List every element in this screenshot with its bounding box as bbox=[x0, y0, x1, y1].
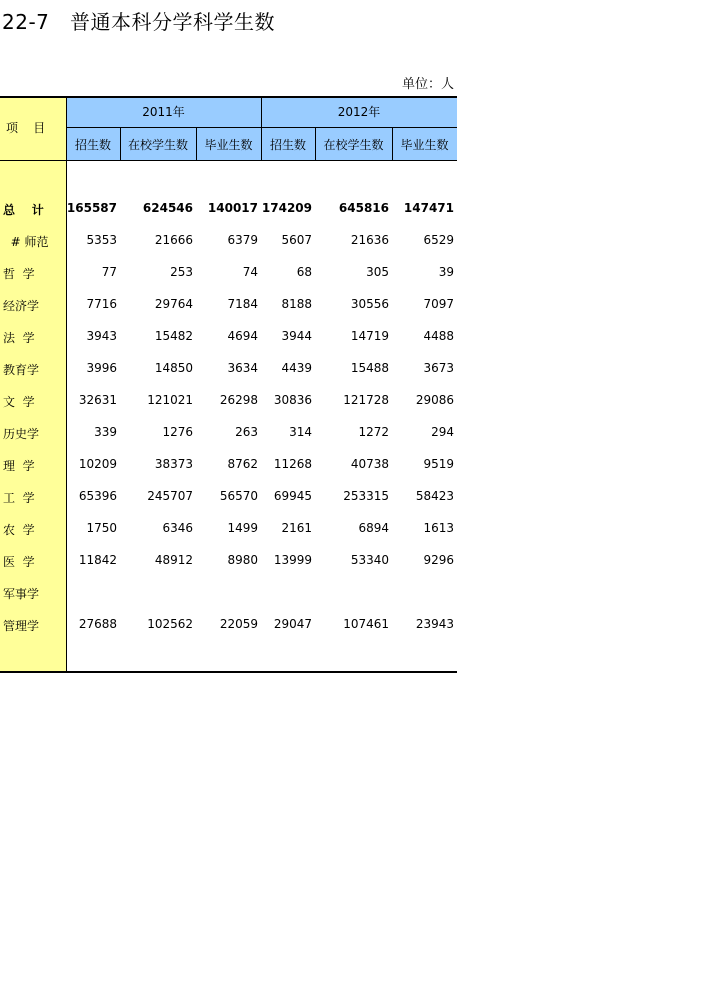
table-cell: 56570 bbox=[219, 489, 258, 503]
table-cell: 147471 bbox=[403, 201, 454, 215]
table-row bbox=[0, 617, 457, 633]
table-cell: 29047 bbox=[273, 617, 312, 631]
table-cell: 1272 bbox=[358, 425, 389, 439]
table-cell: 29764 bbox=[154, 297, 193, 311]
table-cell: 5353 bbox=[86, 233, 117, 247]
table-cell: 8980 bbox=[227, 553, 258, 567]
table-cell: 29086 bbox=[415, 393, 454, 407]
table-row bbox=[0, 457, 457, 473]
table-cell: 22059 bbox=[219, 617, 258, 631]
table-cell: 4488 bbox=[423, 329, 454, 343]
table-cell: 68 bbox=[296, 265, 312, 279]
table-cell: 21636 bbox=[350, 233, 389, 247]
table-cell: 13999 bbox=[273, 553, 312, 567]
row-label: 哲 学 bbox=[3, 267, 35, 281]
table-row bbox=[0, 329, 457, 345]
year-header-2011: 2011年 bbox=[142, 105, 185, 119]
year-header-2012: 2012年 bbox=[337, 105, 381, 119]
data-table bbox=[0, 96, 457, 673]
col-header: 招生数 bbox=[74, 138, 111, 152]
table-cell: 121021 bbox=[147, 393, 193, 407]
table-cell: 27688 bbox=[78, 617, 117, 631]
table-cell: 121728 bbox=[343, 393, 389, 407]
table-row bbox=[0, 361, 457, 377]
table-cell: 9519 bbox=[423, 457, 454, 471]
table-cell: 645816 bbox=[338, 201, 389, 215]
table-cell: 58423 bbox=[415, 489, 454, 503]
table-cell: 6346 bbox=[162, 521, 193, 535]
table-cell: 245707 bbox=[147, 489, 193, 503]
table-cell: 9296 bbox=[423, 553, 454, 567]
table-cell: 2161 bbox=[281, 521, 312, 535]
row-label: 教育学 bbox=[3, 363, 40, 377]
row-label: 理 学 bbox=[3, 459, 35, 473]
table-cell: 165587 bbox=[66, 201, 117, 215]
table-cell: 1499 bbox=[227, 521, 258, 535]
row-label: 文 学 bbox=[3, 395, 35, 409]
table-cell: 5607 bbox=[281, 233, 312, 247]
col-header: 在校学生数 bbox=[127, 138, 188, 152]
table-cell: 107461 bbox=[343, 617, 389, 631]
unit-label: 单位：人 bbox=[402, 77, 455, 92]
table-cell: 77 bbox=[101, 265, 117, 279]
row-label: 农 学 bbox=[3, 523, 35, 537]
row-label: 医 学 bbox=[3, 555, 35, 569]
row-label: 历史学 bbox=[3, 427, 40, 441]
table-cell: 6894 bbox=[358, 521, 389, 535]
table-cell: 15488 bbox=[350, 361, 389, 375]
stub-header: 项 目 bbox=[6, 121, 46, 135]
table-row bbox=[0, 585, 457, 601]
table-cell: 305 bbox=[366, 265, 389, 279]
table-cell: 32631 bbox=[78, 393, 117, 407]
table-cell: 314 bbox=[289, 425, 312, 439]
col-header: 毕业生数 bbox=[400, 138, 449, 152]
table-cell: 1613 bbox=[423, 521, 454, 535]
table-cell: 6379 bbox=[227, 233, 258, 247]
table-bottom-rule bbox=[0, 671, 457, 673]
table-cell: 8188 bbox=[281, 297, 312, 311]
table-cell: 3996 bbox=[86, 361, 117, 375]
table-top-rule bbox=[0, 96, 457, 98]
table-cell: 11842 bbox=[78, 553, 117, 567]
table-cell: 1276 bbox=[162, 425, 193, 439]
table-cell: 3634 bbox=[227, 361, 258, 375]
table-row bbox=[0, 201, 457, 217]
table-cell: 4439 bbox=[281, 361, 312, 375]
table-cell: 74 bbox=[242, 265, 258, 279]
row-label: 管理学 bbox=[3, 619, 40, 633]
row-label: 法 学 bbox=[3, 331, 35, 345]
table-row bbox=[0, 425, 457, 441]
table-cell: 11268 bbox=[273, 457, 312, 471]
table-cell: 7716 bbox=[86, 297, 117, 311]
table-cell: 21666 bbox=[154, 233, 193, 247]
table-cell: 174209 bbox=[261, 201, 312, 215]
table-row bbox=[0, 393, 457, 409]
table-row bbox=[0, 297, 457, 313]
table-cell: 30556 bbox=[350, 297, 389, 311]
table-cell: 624546 bbox=[142, 201, 193, 215]
table-cell: 294 bbox=[431, 425, 454, 439]
table-cell: 40738 bbox=[350, 457, 389, 471]
table-cell: 39 bbox=[438, 265, 454, 279]
table-row bbox=[0, 233, 457, 249]
row-label: 经济学 bbox=[3, 299, 40, 313]
table-cell: 15482 bbox=[154, 329, 193, 343]
table-cell: 1750 bbox=[86, 521, 117, 535]
table-row bbox=[0, 265, 457, 281]
page-title: 22-7 普通本科分学科学生数 bbox=[2, 10, 275, 34]
table-cell: 48912 bbox=[154, 553, 193, 567]
table-cell: 4694 bbox=[227, 329, 258, 343]
row-label: 工 学 bbox=[3, 491, 35, 505]
table-row bbox=[0, 521, 457, 537]
table-cell: 53340 bbox=[350, 553, 389, 567]
table-cell: 38373 bbox=[154, 457, 193, 471]
table-cell: 339 bbox=[94, 425, 117, 439]
table-cell: 263 bbox=[235, 425, 258, 439]
table-cell: 253315 bbox=[343, 489, 389, 503]
table-cell: 140017 bbox=[207, 201, 258, 215]
table-cell: 3673 bbox=[423, 361, 454, 375]
table-cell: 102562 bbox=[147, 617, 193, 631]
header-bottom-rule bbox=[0, 160, 457, 161]
table-cell: 23943 bbox=[415, 617, 454, 631]
table-cell: 65396 bbox=[78, 489, 117, 503]
table-cell: 10209 bbox=[78, 457, 117, 471]
table-cell: 14850 bbox=[154, 361, 193, 375]
table-cell: 14719 bbox=[350, 329, 389, 343]
table-cell: 8762 bbox=[227, 457, 258, 471]
row-label: 总 计 bbox=[3, 203, 44, 217]
table-cell: 7184 bbox=[227, 297, 258, 311]
table-cell: 26298 bbox=[219, 393, 258, 407]
col-header: 在校学生数 bbox=[323, 138, 384, 152]
row-label: 军事学 bbox=[3, 587, 40, 601]
table-cell: 6529 bbox=[423, 233, 454, 247]
table-cell: 253 bbox=[170, 265, 193, 279]
table-row bbox=[0, 553, 457, 569]
table-row bbox=[0, 489, 457, 505]
table-cell: 69945 bbox=[273, 489, 312, 503]
table-cell: 7097 bbox=[423, 297, 454, 311]
table-cell: 3944 bbox=[281, 329, 312, 343]
col-header: 招生数 bbox=[269, 138, 306, 152]
table-cell: 3943 bbox=[86, 329, 117, 343]
col-header: 毕业生数 bbox=[204, 138, 253, 152]
table-cell: 30836 bbox=[273, 393, 312, 407]
row-label: # 师范 bbox=[3, 235, 49, 249]
